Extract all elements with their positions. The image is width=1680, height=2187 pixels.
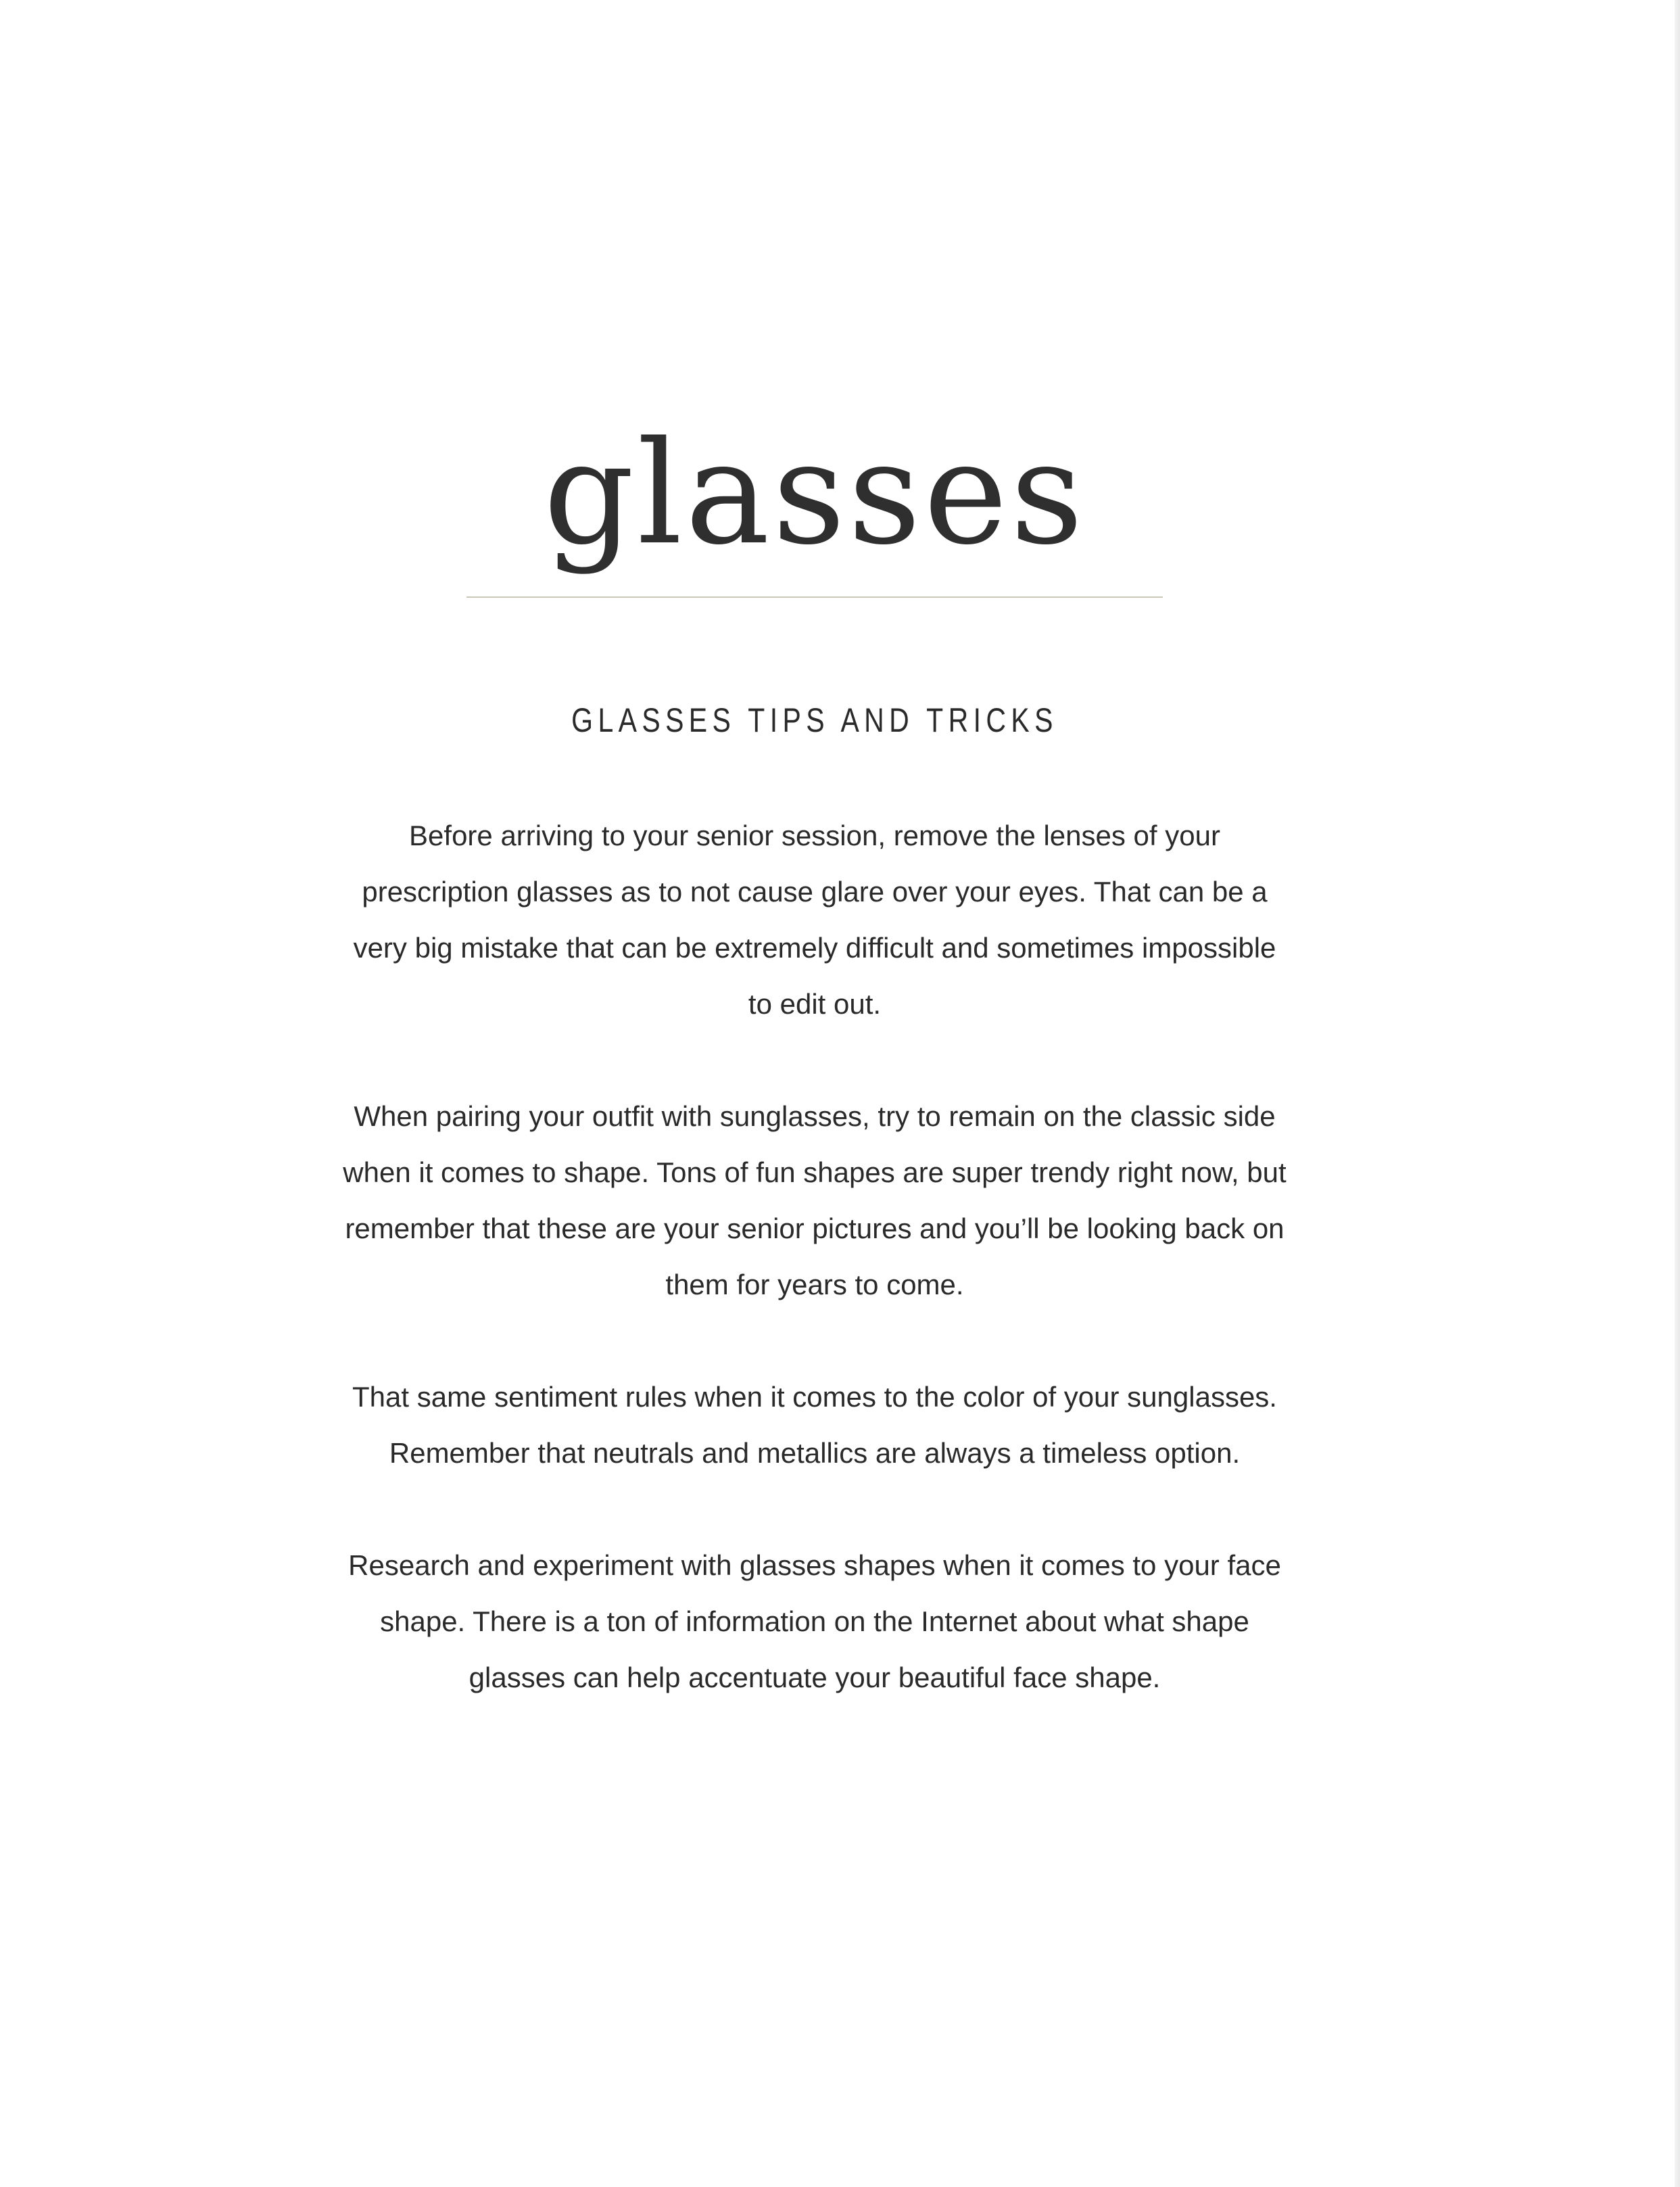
paragraph-face-shape: Research and experiment with glasses shapes when it comes to your face shape. There is a ton of information on the Internet about what shape glasses can help accentuate your beautiful face shape. — [348, 1549, 1281, 1693]
body-text — [341, 807, 1288, 1762]
page-title: glasses — [543, 410, 1086, 576]
page-edge — [1675, 0, 1680, 2187]
paragraph-shape: When pairing your outfit with sunglasses, try to remain on the classic side when it comes to shape. Tons of fun shapes are super trendy right now, but remember that these are your senior pictures and you’ll be looking back on them for years to come. — [343, 1100, 1287, 1300]
title-divider — [466, 596, 1163, 598]
paragraph-lenses: Before arriving to your senior session, remove the lenses of your prescription glasses as to not cause glare over your eyes. That can be a very big mistake that can be extremely difficult and sometimes impossible to edit out. — [353, 820, 1276, 1020]
paragraph-color: That same sentiment rules when it comes to the color of your sunglasses. Remember that neutrals and metallics are always a timeless option. — [352, 1381, 1277, 1469]
section-heading: GLASSES TIPS AND TRICKS — [571, 701, 1058, 739]
